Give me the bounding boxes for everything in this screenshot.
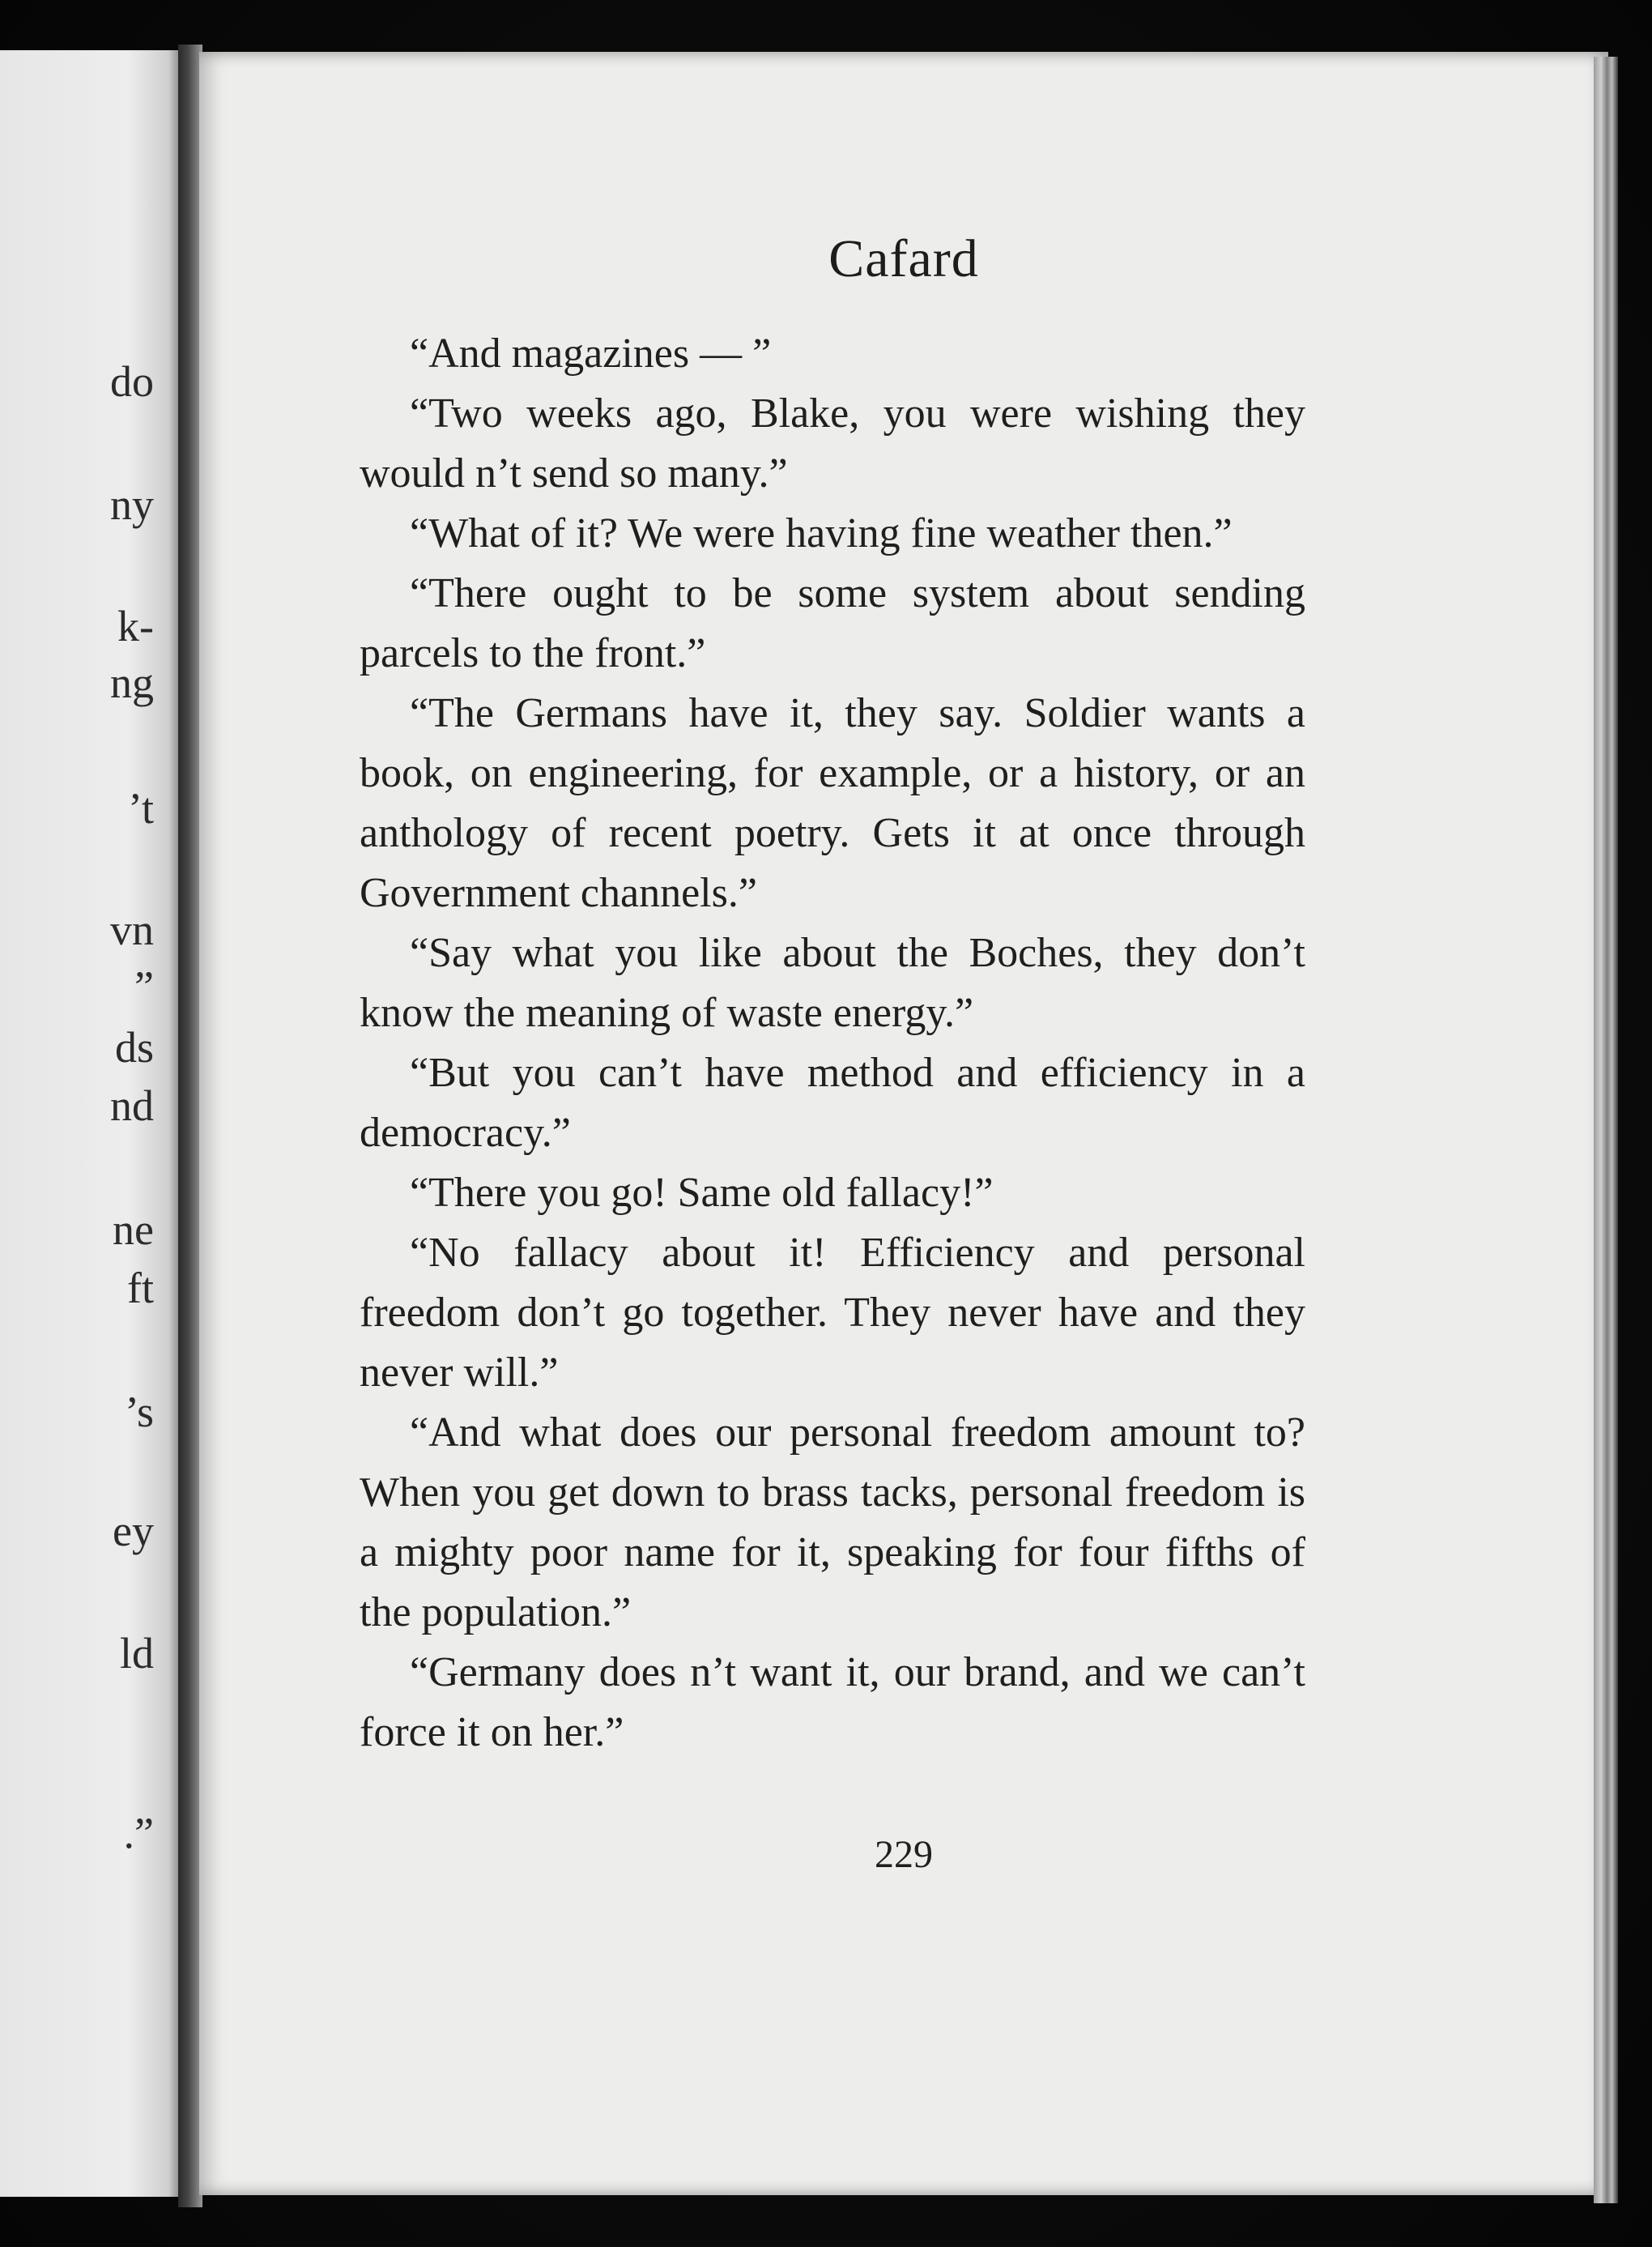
previous-page-fragment: k- xyxy=(117,602,154,650)
paragraph: “Two weeks ago, Blake, you were wishing they would n’t send so many.” xyxy=(360,390,1305,497)
paragraph: “There you go! Same old fallacy!” xyxy=(410,1170,994,1216)
previous-page-fragment: ny xyxy=(110,480,154,529)
previous-page-fragment: ft xyxy=(127,1264,154,1312)
paragraph: “The Germans have it, they say. Soldier wants a book, on engineering, for example, or a history, or an anthology of recent poetry. Gets it at once through Government channels.” xyxy=(360,690,1305,916)
previous-page-fragment: vn xyxy=(110,906,154,954)
previous-page-fragment: ne xyxy=(113,1205,154,1254)
previous-page-fragment: do xyxy=(110,357,154,406)
paragraph: “Germany does n’t want it, our brand, and we can’t force it on her.” xyxy=(360,1649,1305,1755)
previous-page-fragment: ” xyxy=(134,962,154,1011)
page-number: 229 xyxy=(875,1833,933,1876)
previous-page-fragment: ds xyxy=(114,1023,154,1072)
previous-page-fragment: ld xyxy=(119,1629,154,1678)
body-text xyxy=(360,324,1305,1763)
paragraph: “There ought to be some system about sending parcels to the front.” xyxy=(360,570,1305,676)
paragraph: “Say what you like about the Boches, they don’t know the meaning of waste energy.” xyxy=(360,930,1305,1036)
previous-page-fragment: ng xyxy=(110,659,154,707)
paragraph: “No fallacy about it! Efficiency and personal freedom don’t go together. They never have and they never will.” xyxy=(360,1230,1305,1396)
previous-page-fragment: .” xyxy=(123,1809,154,1857)
previous-page-fragment: nd xyxy=(110,1081,154,1130)
paragraph: “What of it? We were having fine weather then.” xyxy=(410,510,1233,556)
paragraph: “And what does our personal freedom amount to? When you get down to brass tacks, personal freedom is a mighty poor name for it, speaking for four fifths of the population.” xyxy=(360,1409,1305,1635)
previous-page-fragment: ey xyxy=(113,1507,154,1555)
running-head: Cafard xyxy=(828,229,979,288)
paragraph: “But you can’t have method and efficiency in a democracy.” xyxy=(360,1050,1305,1156)
previous-page-fragment: ’s xyxy=(124,1388,154,1436)
previous-page-fragment: ’t xyxy=(127,784,154,833)
previous-page xyxy=(0,50,183,2197)
page-edge xyxy=(1594,57,1618,2203)
paragraph: “And magazines — ” xyxy=(410,330,772,377)
